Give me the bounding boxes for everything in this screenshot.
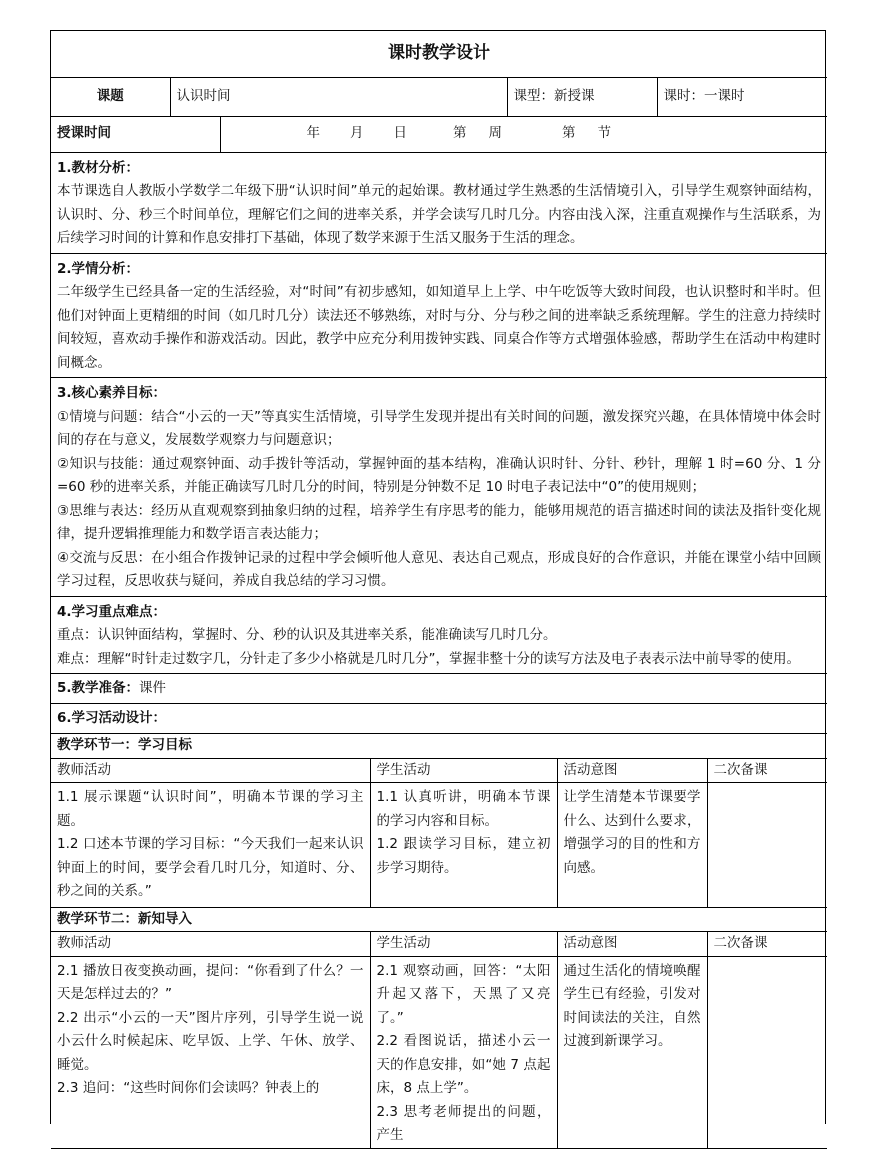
intent-text: 让学生清楚本节课要学什么、达到什么要求，增强学习的目的性和方向感。 (563, 789, 701, 876)
section-heading: 5.教学准备： (57, 679, 140, 696)
student-step: 1.1 认真听讲，明确本节课的学习内容和目标。 (376, 789, 551, 829)
topic-value: 认识时间 (170, 77, 507, 116)
time-section: 节 (597, 125, 611, 142)
student-step: 2.3 思考老师提出的问题，产生 (376, 1103, 551, 1143)
section-core-goals (51, 378, 827, 597)
topic-label: 课题 (51, 77, 170, 116)
teacher-step: 2.3 追问：“这些时间你们会读吗？钟表上的 (57, 1080, 320, 1096)
lesson-plan-sheet (50, 30, 826, 1143)
goal-item: ③思维与表达：经历从直观观察到抽象归纳的过程，培养学生有序思考的能力，能够用规范的语言描述时间的读法及指针变化规律，提升逻辑推理能力和数学语言表达能力； (57, 502, 821, 542)
stage-1-intent (557, 783, 707, 908)
section-student-analysis (51, 253, 827, 378)
lesson-type: 课型：新授课 (507, 77, 657, 116)
col-second-prep: 二次备课 (707, 758, 827, 783)
student-step: 1.2 跟读学习目标，建立初步学习期待。 (376, 836, 551, 876)
col-teacher-activity: 教师活动 (51, 932, 370, 957)
col-second-prep: 二次备课 (707, 932, 827, 957)
teacher-step: 2.1 播放日夜变换动画，提问：“你看到了什么？一天是怎样过去的？” (57, 962, 364, 1002)
lesson-period: 课时：一课时 (657, 77, 827, 116)
student-step: 2.2 看图说话，描述小云一天的作息安排，如“她 7 点起床，8 点上学”。 (376, 1033, 551, 1096)
teaching-time-value (220, 116, 827, 152)
intent-text: 通过生活化的情境唤醒学生已有经验，引发对时间读法的关注，自然过渡到新课学习。 (563, 962, 701, 1049)
time-day: 日 (393, 125, 407, 142)
section-activity-design: 6.学习活动设计： (51, 704, 827, 734)
col-activity-intent: 活动意图 (557, 932, 707, 957)
teacher-step: 2.2 出示“小云的一天”图片序列，引导学生说一说小云什么时候起床、吃早饭、上学、午休、放学、睡觉。 (57, 1009, 364, 1073)
time-month: 月 (350, 125, 364, 142)
teaching-time-label: 授课时间 (51, 116, 220, 152)
key-point: 重点：认识钟面结构，掌握时、分、秒的认识及其进率关系，能准确读写几时几分。 (57, 627, 557, 643)
section-heading: 4.学习重点难点： (57, 603, 167, 620)
section-heading: 2.学情分析： (57, 260, 140, 277)
teacher-step: 1.2 口述本节课的学习目标：“今天我们一起来认识钟面上的时间，要学会看几时几分，知道时、分、秒之间的关系。” (57, 836, 364, 899)
goal-item: ④交流与反思：在小组合作拨钟记录的过程中学会倾听他人意见、表达自己观点，形成良好的合作意识，并能在课堂小结中回顾学习过程，反思收获与疑问，养成自我总结的学习习惯。 (57, 549, 821, 589)
difficult-point: 难点：理解“时针走过数字几，分针走了多少小格就是几时几分”，掌握非整十分的读写方法及电子表表示法中前导零的使用。 (57, 650, 800, 667)
stage-2-teacher (51, 956, 370, 1148)
section-preparation (51, 674, 827, 704)
time-section-prefix: 第 (562, 125, 576, 142)
section-heading: 1.教材分析： (57, 159, 140, 176)
section-heading: 3.核心素养目标： (57, 385, 167, 401)
col-teacher-activity: 教师活动 (51, 758, 370, 783)
col-student-activity: 学生活动 (370, 758, 557, 783)
student-step: 2.1 观察动画，回答：“太阳升起又落下，天黑了又亮了。” (376, 962, 551, 1026)
col-activity-intent: 活动意图 (557, 758, 707, 783)
section-key-points (51, 596, 827, 674)
stage-1-title: 教学环节一：学习目标 (51, 734, 827, 759)
stage-2-intent (557, 956, 707, 1148)
doc-title: 课时教学设计 (51, 31, 827, 77)
goal-item: ①情境与问题：结合“小云的一天”等真实生活情境，引导学生发现并提出有关时间的问题，激发探究兴趣，在具体情境中体会时间的存在与意义，发展数学观察力与问题意识； (57, 408, 821, 448)
preparation-value: 课件 (139, 679, 167, 696)
lesson-plan-table (51, 31, 827, 1149)
time-week-prefix: 第 (453, 125, 467, 142)
section-material-analysis (51, 152, 827, 253)
time-week: 周 (488, 125, 502, 142)
stage-1-student (370, 783, 557, 908)
teacher-step: 1.1 展示课题“认识时间”，明确本节课的学习主题。 (57, 789, 364, 829)
stage-2-student (370, 956, 557, 1148)
time-year: 年 (306, 125, 320, 142)
stage-2-second-prep (707, 956, 827, 1148)
col-student-activity: 学生活动 (370, 932, 557, 957)
stage-2-title: 教学环节二：新知导入 (51, 907, 827, 932)
section-body: 二年级学生已经具备一定的生活经验，对“时间”有初步感知，如知道早上上学、中午吃饭等大致时间段，也认识整时和半时。但他们对钟面上更精细的时间（如几时几分）读法还不够熟练，对时与分、分与秒之间的进率缺乏系统理解。学生的注意力持续时间较短，喜欢动手操作和游戏活动。因此，教学中应充分利用拨钟实践、同桌合作等方式增强体验感，帮助学生在活动中构建时间概念。 (57, 284, 821, 371)
stage-1-second-prep (707, 783, 827, 908)
section-body: 本节课选自人教版小学数学二年级下册“认识时间”单元的起始课。教材通过学生熟悉的生活情境引入，引导学生观察钟面结构，认识时、分、秒三个时间单位，理解它们之间的进率关系，并学会读写几时几分。内容由浅入深，注重直观操作与生活联系，为后续学习时间的计算和作息安排打下基础，体现了数学来源于生活又服务于生活的理念。 (57, 183, 821, 246)
goal-item: ②知识与技能：通过观察钟面、动手拨针等活动，掌握钟面的基本结构，准确认识时针、分针、秒针，理解 1 时=60 分、1 分=60 秒的进率关系，并能正确读写几时几分的时间，特别是分钟数不足 10 时电子表记法中“0”的使用规则； (57, 455, 821, 495)
stage-1-teacher (51, 783, 370, 908)
